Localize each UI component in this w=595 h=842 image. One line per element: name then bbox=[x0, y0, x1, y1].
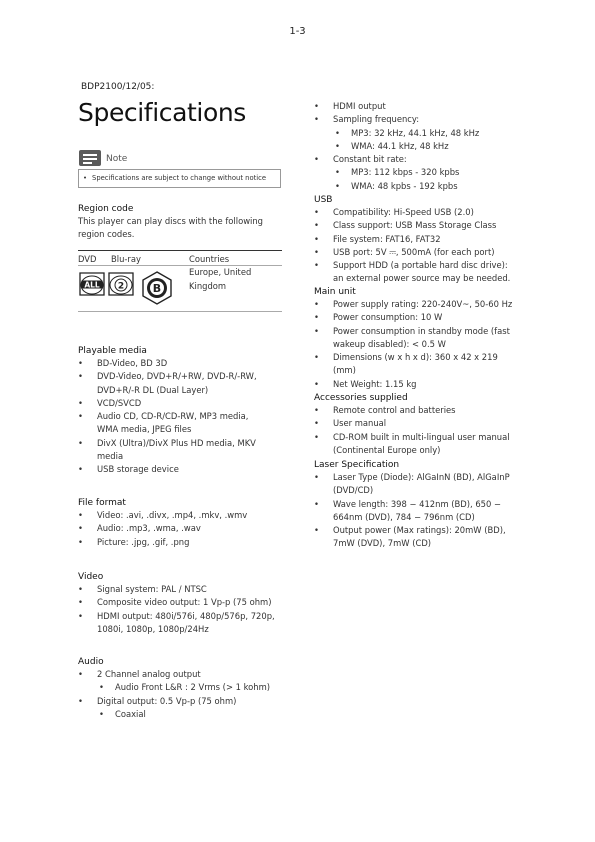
list-item: • Laser Type (Diode): AlGaInN (BD), AlGaInP (DVD/CD) bbox=[314, 471, 510, 498]
list-item: • VCD/SVCD bbox=[78, 397, 257, 410]
list-item: • USB storage device bbox=[78, 463, 257, 476]
list-subitem: • WMA: 48 kpbs - 192 kpbs bbox=[314, 180, 479, 193]
main-unit-heading: Main unit bbox=[314, 287, 356, 297]
svg-text:ALL: ALL bbox=[84, 280, 100, 290]
playable-media-heading: Playable media bbox=[78, 346, 147, 356]
dvd-region-all-icon bbox=[80, 273, 104, 295]
list-item: • Power supply rating: 220-240V~, 50-60 Hz bbox=[314, 298, 512, 311]
list-item: • Picture: .jpg, .gif, .png bbox=[78, 536, 247, 549]
note-label: Note bbox=[106, 154, 128, 164]
region-col-bluray: Blu-ray bbox=[111, 254, 141, 264]
list-item: • Compatibility: Hi-Speed USB (2.0) bbox=[314, 206, 510, 219]
region-table-header-rule bbox=[78, 265, 282, 266]
dvd-region-2-icon bbox=[109, 273, 133, 295]
laser-heading: Laser Specification bbox=[314, 460, 400, 470]
region-table-bottom-rule bbox=[78, 311, 282, 312]
video-heading: Video bbox=[78, 572, 104, 582]
list-item: • HDMI output bbox=[314, 100, 479, 113]
list-item: • Power consumption in standby mode (fast wakeup disabled): < 0.5 W bbox=[314, 325, 512, 352]
dvd-region-icons bbox=[78, 271, 138, 301]
svg-text:2: 2 bbox=[117, 281, 125, 292]
file-format-list bbox=[78, 509, 247, 549]
region-col-dvd: DVD bbox=[78, 254, 97, 264]
list-subitem: • WMA: 44.1 kHz, 48 kHz bbox=[314, 140, 479, 153]
region-col-countries: Countries bbox=[189, 254, 230, 264]
list-item: • HDMI output: 480i/576i, 480p/576p, 720p, 1080i, 1080p, 1080p/24Hz bbox=[78, 610, 275, 637]
usb-list bbox=[314, 206, 510, 286]
page-title: Specifications bbox=[78, 98, 246, 127]
page-number: 1-3 bbox=[289, 26, 306, 37]
bluray-region-b-icon bbox=[140, 271, 174, 305]
note-icon bbox=[79, 150, 101, 166]
list-item: • Constant bit rate: bbox=[314, 153, 479, 166]
list-item: • Composite video output: 1 Vp-p (75 ohm) bbox=[78, 596, 275, 609]
list-item: • Output power (Max ratings): 20mW (BD), 7mW (DVD), 7mW (CD) bbox=[314, 524, 510, 551]
region-code-text-2: region codes. bbox=[78, 229, 135, 239]
list-item: • Audio CD, CD-R/CD-RW, MP3 media, WMA media, JPEG files bbox=[78, 410, 257, 437]
list-item: • Net Weight: 1.15 kg bbox=[314, 378, 512, 391]
region-code-text-1: This player can play discs with the following bbox=[78, 216, 263, 226]
playable-media-list bbox=[78, 357, 257, 477]
list-item: • DivX (Ultra)/DivX Plus HD media, MKV media bbox=[78, 437, 257, 464]
list-item: • Signal system: PAL / NTSC bbox=[78, 583, 275, 596]
list-subitem: • MP3: 112 kbps - 320 kpbs bbox=[314, 166, 479, 179]
list-item: • Wave length: 398 − 412nm (BD), 650 − 664nm (DVD), 784 − 796nm (CD) bbox=[314, 498, 510, 525]
audio-cont-list bbox=[314, 100, 479, 193]
note-item: • Specifications are subject to change without notice bbox=[83, 172, 266, 185]
video-list bbox=[78, 583, 275, 636]
list-subitem: • Coaxial bbox=[78, 708, 270, 721]
list-item: • Remote control and batteries bbox=[314, 404, 510, 417]
list-item: • USB port: 5V ⎓, 500mA (for each port) bbox=[314, 246, 510, 259]
region-country-1: Europe, United bbox=[189, 267, 252, 277]
file-format-heading: File format bbox=[78, 498, 126, 508]
accessories-list bbox=[314, 404, 510, 457]
list-item: • DVD-Video, DVD+R/+RW, DVD-R/-RW, DVD+R/-R DL (Dual Layer) bbox=[78, 370, 257, 397]
region-code-heading: Region code bbox=[78, 204, 134, 214]
list-item: • User manual bbox=[314, 417, 510, 430]
region-country-2: Kingdom bbox=[189, 281, 227, 291]
model-number: BDP2100/12/05: bbox=[81, 82, 155, 92]
main-unit-list bbox=[314, 298, 512, 391]
audio-heading: Audio bbox=[78, 657, 104, 667]
list-item: • Audio: .mp3, .wma, .wav bbox=[78, 522, 247, 535]
list-item: • Dimensions (w x h x d): 360 x 42 x 219 (mm) bbox=[314, 351, 512, 378]
note-list bbox=[83, 172, 266, 185]
audio-list bbox=[78, 668, 270, 721]
list-item: • BD-Video, BD 3D bbox=[78, 357, 257, 370]
laser-list bbox=[314, 471, 510, 551]
list-subitem: • Audio Front L&R : 2 Vrms (> 1 kohm) bbox=[78, 681, 270, 694]
list-subitem: • MP3: 32 kHz, 44.1 kHz, 48 kHz bbox=[314, 127, 479, 140]
list-item: • File system: FAT16, FAT32 bbox=[314, 233, 510, 246]
list-item: • CD-ROM built in multi-lingual user manual (Continental Europe only) bbox=[314, 431, 510, 458]
region-table-top-rule bbox=[78, 250, 282, 251]
svg-text:B: B bbox=[152, 282, 162, 295]
list-item: • Digital output: 0.5 Vp-p (75 ohm) bbox=[78, 695, 270, 708]
list-item: • Class support: USB Mass Storage Class bbox=[314, 219, 510, 232]
list-item: • Power consumption: 10 W bbox=[314, 311, 512, 324]
list-item: • Support HDD (a portable hard disc drive): an external power source may be needed. bbox=[314, 259, 510, 286]
accessories-heading: Accessories supplied bbox=[314, 393, 408, 403]
usb-heading: USB bbox=[314, 195, 333, 205]
list-item: • 2 Channel analog output bbox=[78, 668, 270, 681]
list-item: • Sampling frequency: bbox=[314, 113, 479, 126]
list-item: • Video: .avi, .divx, .mp4, .mkv, .wmv bbox=[78, 509, 247, 522]
